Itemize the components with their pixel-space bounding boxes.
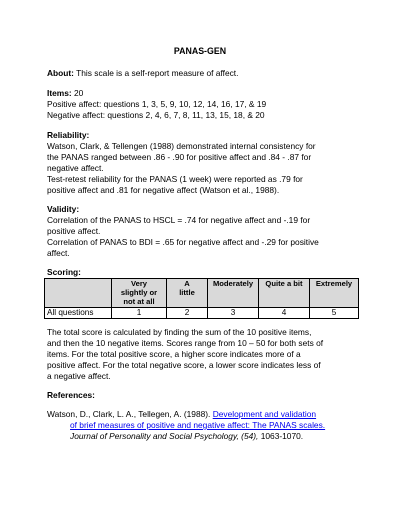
validity-line: Correlation of PANAS to BDI = .65 for negative affect and -.29 for positive xyxy=(47,237,319,247)
scoring-label: Scoring: xyxy=(47,267,81,277)
scoring-value: 3 xyxy=(208,308,259,319)
scoring-header-cell: Quite a bit xyxy=(259,279,310,308)
items-positive: Positive affect: questions 1, 3, 5, 9, 10, 12, 14, 16, 17, & 19 xyxy=(47,99,267,109)
page-title: PANAS-GEN xyxy=(173,46,227,56)
reliability-line: negative affect. xyxy=(47,163,104,173)
about-text: This scale is a self-report measure of affect. xyxy=(73,68,239,78)
scoring-explanation-line: The total score is calculated by finding the sum of the 10 positive items, xyxy=(47,327,312,337)
about-label: About: xyxy=(47,68,74,78)
reference-link[interactable]: Development and validation xyxy=(212,409,317,419)
items-section xyxy=(47,88,357,121)
items-count: 20 xyxy=(71,88,84,98)
reliability-line: positive affect and .81 for negative affect (Watson et al., 1988). xyxy=(47,185,280,195)
reliability-line: the PANAS ranged between .86 - .90 for positive affect and .84 - .87 for xyxy=(47,152,312,162)
validity-label: Validity: xyxy=(47,204,80,214)
validity-section xyxy=(47,204,357,259)
scoring-values-row xyxy=(45,308,359,319)
scoring-value: 2 xyxy=(167,308,208,319)
items-negative: Negative affect: questions 2, 4, 6, 7, 8, 11, 13, 15, 18, & 20 xyxy=(47,110,265,120)
scoring-value: 5 xyxy=(310,308,359,319)
scoring-header-cell: Extremely xyxy=(310,279,359,308)
scoring-header-cell: A little xyxy=(167,279,208,308)
validity-line: positive affect. xyxy=(47,226,101,236)
reference-journal: Journal of Personality and Social Psychology, (54), xyxy=(70,431,259,441)
scoring-explanation-line: items. For the total positive score, a higher score indicates more of a xyxy=(47,349,301,359)
scoring-header-row xyxy=(45,279,359,308)
scoring-header-cell xyxy=(45,279,112,308)
scoring-header-cell: Very slightly or not at all xyxy=(112,279,167,308)
scoring-value: 4 xyxy=(259,308,310,319)
references-label: References: xyxy=(47,390,95,400)
items-label: Items: xyxy=(47,88,72,98)
scoring-explanation-line: positive affect. For the total negative score, a lower score indicates less of xyxy=(47,360,321,370)
scoring-header-cell: Moderately xyxy=(208,279,259,308)
reliability-line: Test-retest reliability for the PANAS (1 week) were reported as .79 for xyxy=(47,174,303,184)
about-section xyxy=(47,68,357,79)
reference-link[interactable]: of brief measures of positive and negative affect: The PANAS scales. xyxy=(70,420,326,430)
scoring-row-label: All questions xyxy=(45,308,112,319)
reference-entry xyxy=(47,409,357,442)
scoring-table xyxy=(44,278,359,319)
scoring-explanation xyxy=(47,327,357,382)
reference-authors: Watson, D., Clark, L. A., Tellegen, A. (1988). xyxy=(47,409,213,419)
reference-pages: 1063-1070. xyxy=(258,431,304,441)
reliability-section xyxy=(47,130,357,196)
validity-line: affect. xyxy=(47,248,70,258)
scoring-explanation-line: a negative affect. xyxy=(47,371,111,381)
validity-line: Correlation of the PANAS to HSCL = .74 for negative affect and -.19 for xyxy=(47,215,311,225)
scoring-value: 1 xyxy=(112,308,167,319)
reliability-label: Reliability: xyxy=(47,130,90,140)
reliability-line: Watson, Clark, & Tellengen (1988) demonstrated internal consistency for xyxy=(47,141,316,151)
scoring-explanation-line: and then the 10 negative items. Scores range from 10 – 50 for both sets of xyxy=(47,338,324,348)
